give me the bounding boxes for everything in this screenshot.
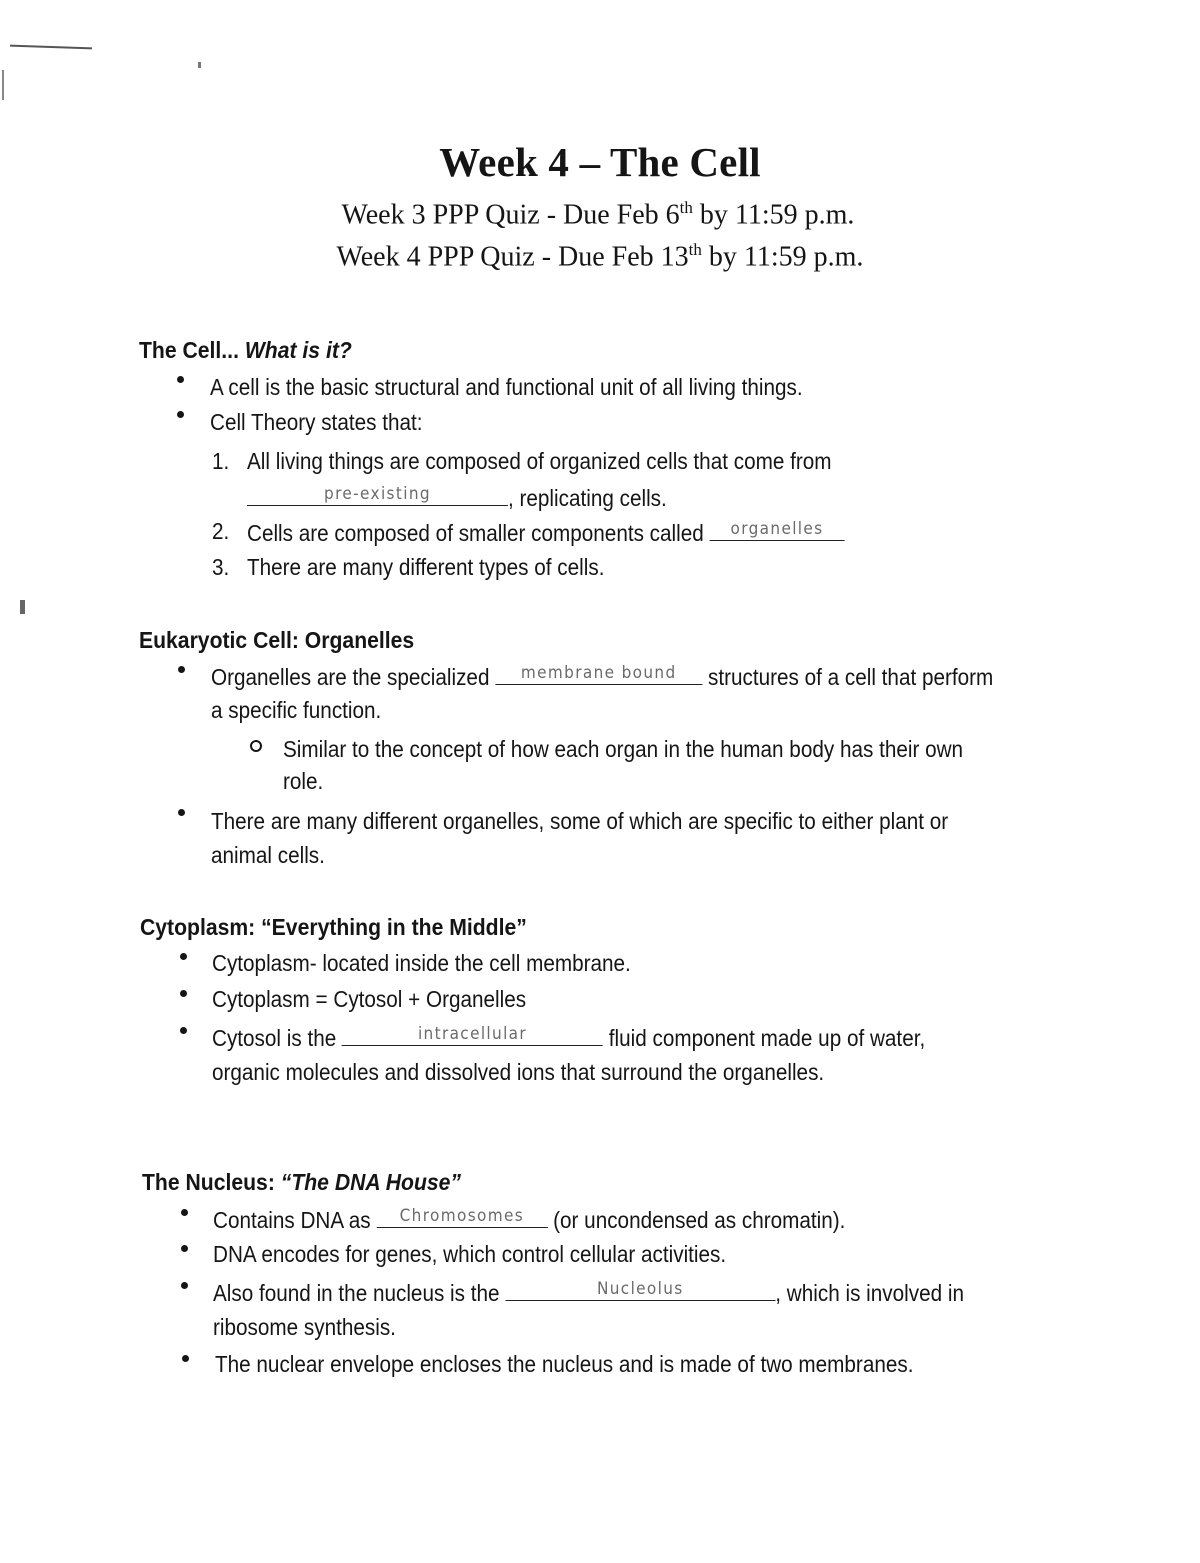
bullet-marker bbox=[178, 666, 185, 673]
nucleus-bullet-nucleolus: Also found in the nucleus is the Nucleolus , which is involved in bbox=[213, 1279, 964, 1306]
fill-blank-nucleolus[interactable]: Nucleolus bbox=[505, 1278, 775, 1301]
cell-theory-item-1-cont: pre-existing , replicating cells. bbox=[247, 483, 667, 512]
nucleus-bullet-genes: DNA encodes for genes, which control cellular activities. bbox=[213, 1241, 727, 1267]
bullet-marker bbox=[181, 1209, 188, 1216]
fill-blank-intracellular[interactable]: intracellular bbox=[342, 1023, 603, 1046]
organelles-bullet-definition-cont: a specific function. bbox=[211, 697, 382, 723]
organelles-bullet-definition: Organelles are the specialized membrane bound structures of a cell that perform bbox=[211, 663, 994, 690]
bullet-marker bbox=[177, 411, 184, 418]
page-title: Week 4 – The Cell bbox=[439, 139, 761, 185]
cell-theory-item-2: Cells are composed of smaller components called organelles bbox=[247, 518, 845, 547]
list-number: 1. bbox=[212, 448, 230, 474]
scan-mark bbox=[20, 600, 25, 614]
cell-bullet-theory: Cell Theory states that: bbox=[210, 409, 423, 435]
fill-blank-membrane-bound[interactable]: membrane bound bbox=[495, 662, 702, 685]
bullet-marker bbox=[180, 990, 187, 997]
cell-theory-item-3: There are many different types of cells. bbox=[247, 554, 605, 580]
scan-mark bbox=[198, 62, 201, 68]
bullet-marker bbox=[181, 1245, 188, 1252]
fill-blank-chromosomes[interactable]: Chromosomes bbox=[376, 1205, 547, 1228]
organelles-bullet-types-cont: animal cells. bbox=[211, 842, 325, 868]
fill-blank-organelles[interactable]: organelles bbox=[710, 518, 845, 541]
cell-bullet-definition: A cell is the basic structural and functional unit of all living things. bbox=[210, 374, 803, 400]
bullet-marker bbox=[178, 809, 185, 816]
scan-mark bbox=[2, 70, 4, 100]
sub-bullet-marker bbox=[250, 740, 262, 752]
section-heading-cell: The Cell... What is it? bbox=[139, 337, 352, 363]
list-number: 3. bbox=[212, 554, 230, 580]
quiz-due-week4: Week 4 PPP Quiz - Due Feb 13th by 11:59 p.m. bbox=[336, 240, 864, 273]
fill-blank-pre-existing[interactable]: pre-existing bbox=[247, 483, 508, 506]
organelles-sub-bullet: Similar to the concept of how each organ in the human body has their own bbox=[283, 736, 964, 762]
organelles-bullet-types: There are many different organelles, some of which are specific to either plant or bbox=[211, 808, 949, 834]
scan-mark bbox=[10, 45, 92, 50]
quiz-due-week3: Week 3 PPP Quiz - Due Feb 6th by 11:59 p.m. bbox=[341, 198, 855, 231]
cytoplasm-bullet-equation: Cytoplasm = Cytosol + Organelles bbox=[212, 986, 527, 1012]
section-heading-nucleus: The Nucleus: “The DNA House” bbox=[142, 1169, 462, 1195]
bullet-marker bbox=[181, 1282, 188, 1289]
bullet-marker bbox=[182, 1355, 189, 1362]
cytoplasm-bullet-location: Cytoplasm- located inside the cell membrane. bbox=[212, 950, 631, 976]
bullet-marker bbox=[177, 376, 184, 383]
cytoplasm-bullet-cytosol: Cytosol is the intracellular fluid component made up of water, bbox=[212, 1024, 926, 1051]
bullet-marker bbox=[180, 1027, 187, 1034]
section-heading-organelles: Eukaryotic Cell: Organelles bbox=[139, 627, 415, 653]
nucleus-bullet-nucleolus-cont: ribosome synthesis. bbox=[213, 1314, 396, 1340]
list-number: 2. bbox=[212, 518, 230, 544]
cell-theory-item-1: All living things are composed of organized cells that come from bbox=[247, 448, 832, 474]
nucleus-bullet-envelope: The nuclear envelope encloses the nucleus and is made of two membranes. bbox=[215, 1351, 914, 1377]
section-heading-cytoplasm: Cytoplasm: “Everything in the Middle” bbox=[140, 914, 527, 940]
cytoplasm-bullet-cytosol-cont: organic molecules and dissolved ions that surround the organelles. bbox=[212, 1059, 825, 1085]
nucleus-bullet-dna: Contains DNA as Chromosomes (or uncondensed as chromatin). bbox=[213, 1206, 846, 1233]
organelles-sub-bullet-cont: role. bbox=[283, 768, 324, 794]
bullet-marker bbox=[180, 953, 187, 960]
